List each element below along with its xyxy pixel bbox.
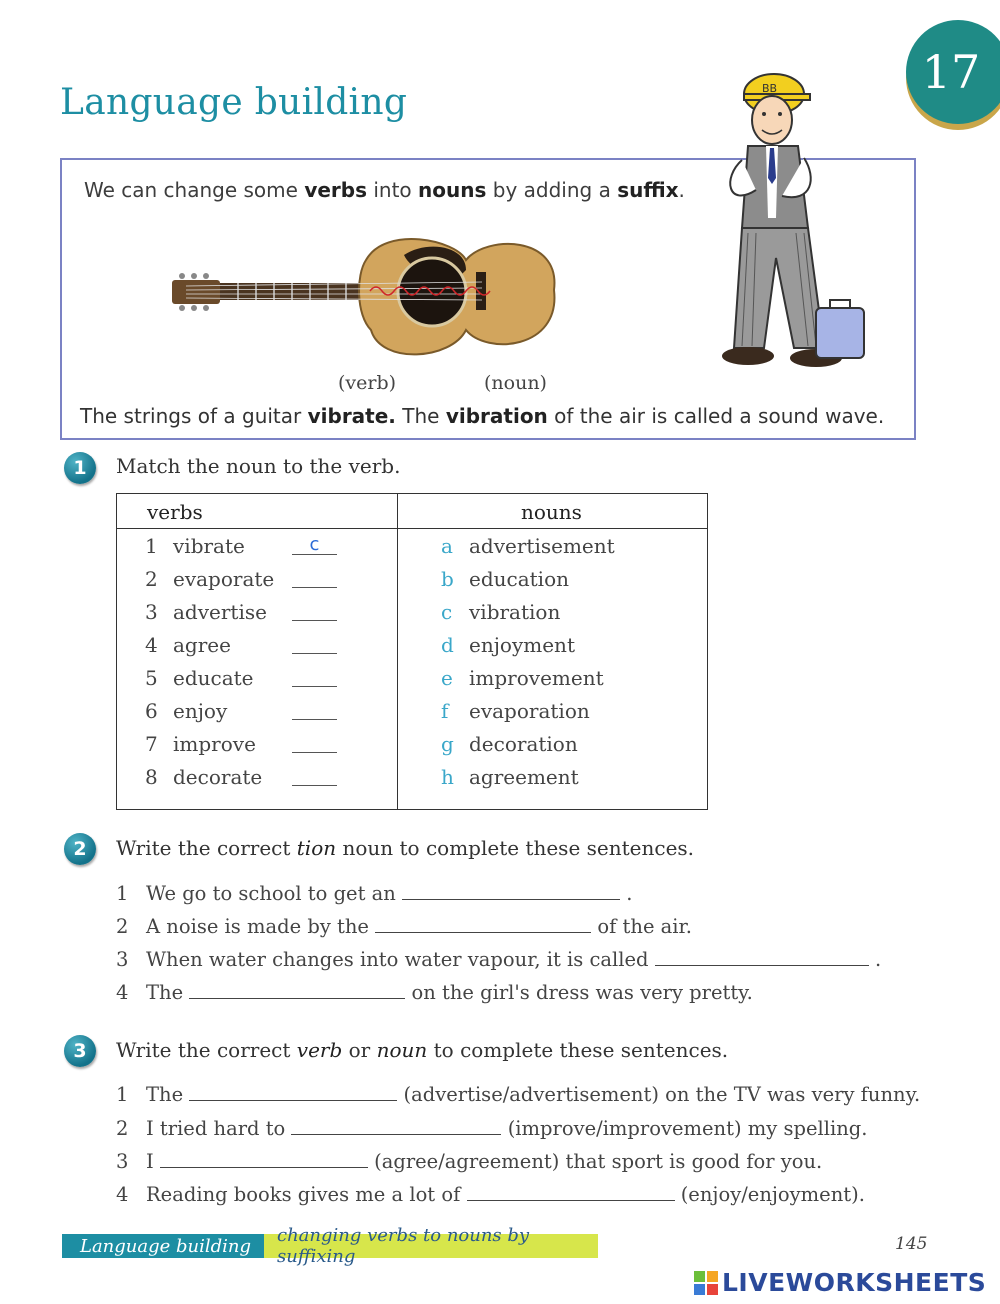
header-nouns: nouns (521, 500, 582, 524)
sentence-text: A noise is made by the (146, 915, 369, 938)
row-verb: agree (173, 633, 231, 657)
row-noun: advertisement (469, 534, 615, 558)
row-letter: h (441, 765, 454, 789)
sentence-text: (agree/agreement) that sport is good for you. (374, 1150, 823, 1173)
heading-emphasis: tion (296, 836, 337, 860)
row-noun: decoration (469, 732, 578, 756)
row-noun: improvement (469, 666, 604, 690)
sentence-3-3 (116, 1150, 822, 1173)
liveworksheets-brand: LIVEWORKSHEETS (722, 1268, 987, 1297)
answer-blank-8[interactable] (292, 765, 337, 786)
sentence-number: 1 (116, 1083, 129, 1106)
answer-line[interactable] (160, 1153, 368, 1168)
character-illustration (712, 68, 872, 384)
row-noun: vibration (469, 600, 561, 624)
table-row (117, 765, 707, 798)
sentence-number: 2 (116, 915, 129, 938)
header-verbs: verbs (147, 500, 203, 524)
row-verb: vibrate (173, 534, 245, 558)
guitar-illustration (166, 230, 558, 370)
sentence-2-3 (116, 948, 881, 971)
table-row (117, 732, 707, 765)
sentence-text: . (626, 882, 633, 905)
row-number: 1 (145, 534, 158, 558)
intro-verbs-bold: verbs (304, 178, 367, 202)
noun-label: (noun) (484, 372, 547, 394)
table-row (117, 567, 707, 600)
heading-part: noun to complete these sentences. (336, 836, 695, 860)
heading-emphasis: verb (296, 1038, 343, 1062)
sentence-text: (advertise/advertisement) on the TV was very funny. (403, 1083, 921, 1106)
sentence-3-1 (116, 1083, 920, 1106)
answer-blank-7[interactable] (292, 732, 337, 753)
example-part: The (395, 404, 446, 428)
table-row (117, 600, 707, 633)
row-number: 8 (145, 765, 158, 789)
row-letter: e (441, 666, 453, 690)
row-noun: education (469, 567, 569, 591)
example-part: The strings of a guitar (80, 404, 308, 428)
intro-text-part: into (367, 178, 419, 202)
row-letter: b (441, 567, 454, 591)
intro-text-part: by adding a (486, 178, 618, 202)
heading-part: or (342, 1038, 377, 1062)
footer-section-label: Language building (62, 1234, 264, 1258)
exercise-2-number: 2 (64, 833, 96, 865)
sentence-number: 4 (116, 1183, 129, 1206)
sentence-text: on the girl's dress was very pretty. (411, 981, 753, 1004)
heading-emphasis: noun (376, 1038, 428, 1062)
intro-suffix-bold: suffix (617, 178, 679, 202)
sentence-text: (enjoy/enjoyment). (680, 1183, 865, 1206)
sentence-number: 1 (116, 882, 129, 905)
answer-blank-6[interactable] (292, 699, 337, 720)
answer-line[interactable] (375, 918, 591, 933)
sentence-text: (improve/improvement) my spelling. (507, 1117, 868, 1140)
row-number: 7 (145, 732, 158, 756)
intro-text-part: We can change some (84, 178, 305, 202)
row-noun: agreement (469, 765, 579, 789)
match-table (116, 493, 708, 810)
answer-blank-5[interactable] (292, 666, 337, 687)
row-number: 5 (145, 666, 158, 690)
sentence-2-4 (116, 981, 753, 1004)
sentence-text: I tried hard to (146, 1117, 286, 1140)
answer-line[interactable] (655, 951, 869, 966)
answer-line[interactable] (402, 885, 620, 900)
example-verb-bold: vibrate. (307, 404, 396, 428)
sentence-number: 2 (116, 1117, 129, 1140)
sentence-text: I (146, 1150, 154, 1173)
sentence-number: 3 (116, 1150, 129, 1173)
exercise-1-number: 1 (64, 452, 96, 484)
exercise-1-heading: Match the noun to the verb. (116, 454, 401, 478)
row-letter: c (441, 600, 453, 624)
row-verb: decorate (173, 765, 263, 789)
row-verb: improve (173, 732, 256, 756)
footer-topic-label: changing verbs to nouns by suffixing (264, 1234, 598, 1258)
answer-blank-3[interactable] (292, 600, 337, 621)
sentence-text: When water changes into water vapour, it is called (146, 948, 649, 971)
row-number: 4 (145, 633, 158, 657)
table-row (117, 633, 707, 666)
sentence-2-2 (116, 915, 692, 938)
sentence-2-1 (116, 882, 632, 905)
row-number: 3 (145, 600, 158, 624)
answer-blank-2[interactable] (292, 567, 337, 588)
helmet-label: BB (762, 82, 778, 95)
answer-line[interactable] (189, 984, 405, 999)
intro-text-part: . (678, 178, 685, 202)
row-verb: enjoy (173, 699, 228, 723)
sentence-3-2 (116, 1117, 867, 1140)
sentence-number: 4 (116, 981, 129, 1004)
intro-text (84, 178, 685, 202)
sentence-text: . (874, 948, 882, 971)
sentence-3-4 (116, 1183, 865, 1206)
row-noun: evaporation (469, 699, 590, 723)
answer-blank-1[interactable]: c (292, 534, 337, 555)
answer-line[interactable] (467, 1186, 675, 1201)
sentence-text: of the air. (597, 915, 692, 938)
row-verb: educate (173, 666, 254, 690)
row-noun: enjoyment (469, 633, 575, 657)
exercise-3-number: 3 (64, 1035, 96, 1067)
table-row (117, 534, 707, 567)
exercise-2-heading (116, 836, 694, 860)
answer-blank-4[interactable] (292, 633, 337, 654)
liveworksheets-logo (694, 1268, 986, 1297)
heading-part: Write the correct (116, 836, 297, 860)
row-letter: d (441, 633, 454, 657)
row-verb: evaporate (173, 567, 275, 591)
table-row (117, 666, 707, 699)
sentence-text: Reading books gives me a lot of (146, 1183, 461, 1206)
example-sentence (80, 404, 884, 428)
row-verb: advertise (173, 600, 267, 624)
table-header-line (117, 528, 707, 529)
answer-line[interactable] (291, 1120, 501, 1135)
intro-nouns-bold: nouns (418, 178, 487, 202)
example-noun-bold: vibration (445, 404, 548, 428)
row-letter: a (441, 534, 453, 558)
row-letter: g (441, 732, 454, 756)
sentence-text: The (146, 981, 184, 1004)
sentence-text: The (146, 1083, 184, 1106)
row-number: 2 (145, 567, 158, 591)
row-letter: f (441, 699, 449, 723)
table-row (117, 699, 707, 732)
page-number: 145 (895, 1234, 928, 1254)
page-title: Language building (60, 82, 408, 123)
heading-part: to complete these sentences. (427, 1038, 729, 1062)
liveworksheets-icon (694, 1271, 718, 1295)
example-part: of the air is called a sound wave. (547, 404, 885, 428)
answer-line[interactable] (189, 1086, 397, 1101)
unit-number-badge: 17 (906, 20, 1000, 124)
exercise-3-heading (116, 1038, 728, 1062)
verb-label: (verb) (338, 372, 397, 394)
sentence-number: 3 (116, 948, 129, 971)
row-number: 6 (145, 699, 158, 723)
sentence-text: We go to school to get an (146, 882, 396, 905)
heading-part: Write the correct (116, 1038, 297, 1062)
